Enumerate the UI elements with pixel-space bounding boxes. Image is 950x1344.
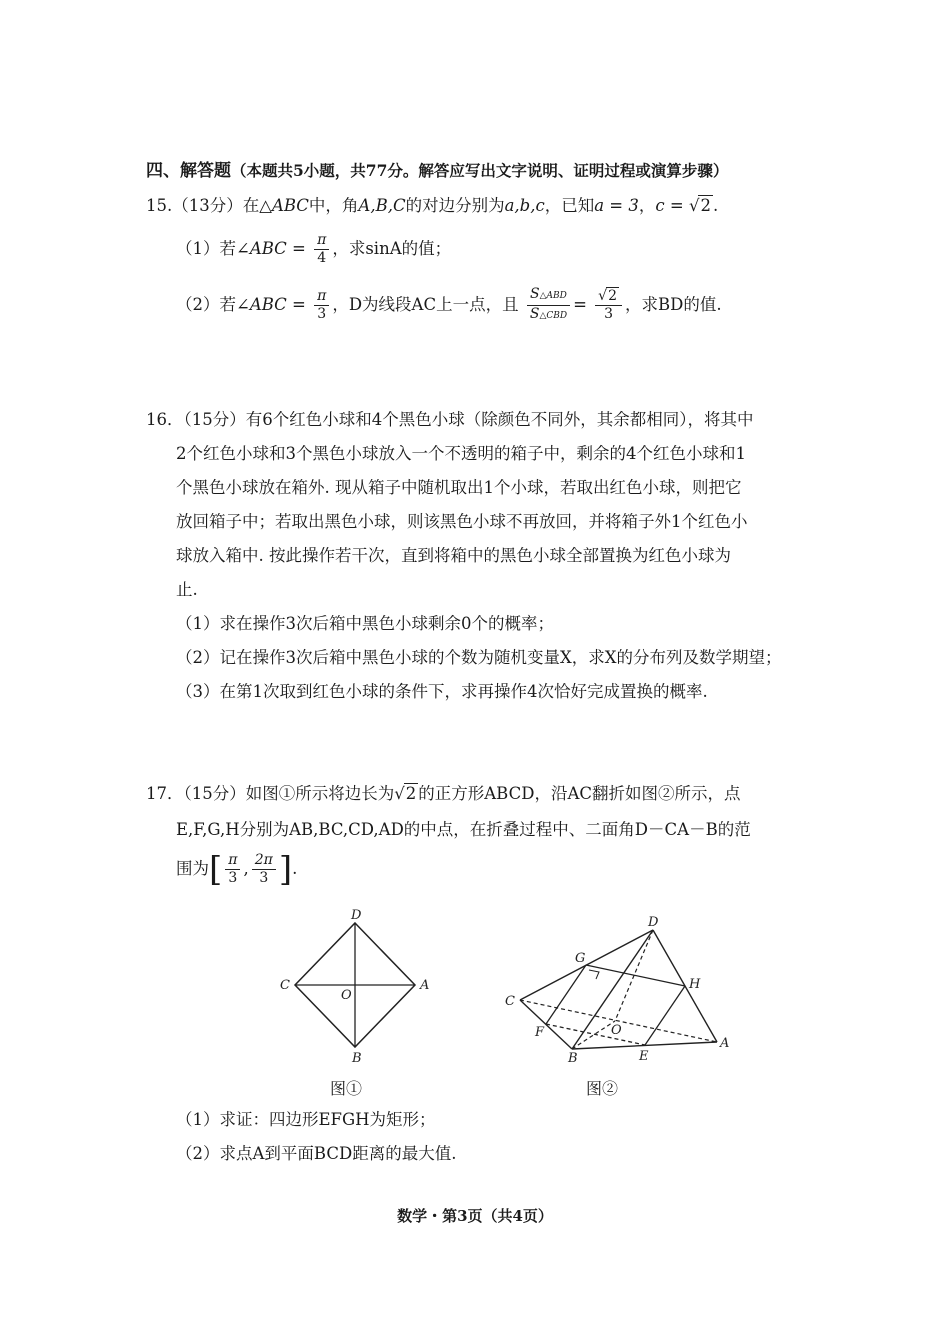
area-subscript: △ABD [539,291,567,301]
label-G: G [575,951,586,966]
comma: , [243,859,249,878]
q15-part1-tail: ，求sinA的值； [332,239,452,258]
q16-line: 个黑色小球放在箱外. 现从箱子中随机取出1个小球，若取出红色小球，则把它 [176,478,742,497]
q16-part1: （1）求在操作3次后箱中黑色小球剩余0个的概率； [176,614,554,633]
fraction-den [527,306,570,325]
q15-text: ，已知 [544,196,595,215]
label-C: C [280,978,290,993]
q17-text: 的正方形ABCD，沿AC翻折如图②所示，点 [418,784,741,803]
q15-angles: A,B,C [358,196,406,215]
fraction-num: √2 [595,288,622,306]
q15-sides: a,b,c [504,196,545,215]
page-footer: 数学・第3页（共4页） [397,1207,553,1225]
q15-part1 [176,232,451,267]
q16-line: 2个红色小球和3个黑色小球放入一个不透明的箱子中，剩余的4个红色小球和1 [176,444,746,463]
q15-stem [146,194,718,218]
q15-score: （13分） [172,196,243,215]
fraction-den: 3 [259,870,269,886]
fraction [314,288,329,323]
figure-1-square [270,905,440,1070]
q17-line1 [146,782,741,806]
fraction [252,852,276,887]
label-D: D [648,915,659,930]
label-C: C [505,994,515,1009]
segment-gf [546,965,586,1024]
q17-line3 [176,849,298,890]
figure-2-caption: 图② [586,1079,619,1098]
section-title [146,156,728,181]
fraction [595,288,622,323]
section-heading: 四、解答题 [146,161,231,181]
segment-fe [546,1024,645,1045]
fraction-den: 4 [317,250,327,266]
q17-text: . [292,859,298,878]
q15-part1-angle: ∠ABC = [236,239,306,258]
q17-part2: （2）求点A到平面BCD距离的最大值. [176,1144,457,1163]
q15-part1-label: （1）若 [176,239,236,258]
q15-triangle: △ABC [259,196,309,215]
q16-line: 16．（15分）有6个红色小球和4个黑色小球（除颜色不同外，其余都相同），将其中 [146,410,754,429]
radicand: 2 [700,196,711,215]
q17-text: 17．（15分）如图①所示将边长为 [146,784,395,803]
sqrt-expression: √2 [394,784,417,803]
q16-line: 放回箱子中；若取出黑色小球，则该黑色小球不再放回，并将箱子外1个红色小 [176,512,748,531]
q16-line: 球放入箱中. 按此操作若干次，直到将箱中的黑色小球全部置换为红色小球为 [176,546,731,565]
fraction-num: π [314,288,329,306]
label-O: O [341,988,352,1003]
area-subscript: △CBD [539,311,568,321]
fraction-den: 3 [604,306,614,322]
fraction-num: π [225,852,240,870]
segment-gh [586,965,685,986]
q15-part2 [176,286,722,325]
q15-text: 在 [242,196,260,215]
fraction [225,852,240,887]
right-angle-mark [589,970,599,979]
bracket-left: [ [209,849,223,890]
q15-text: 的对边分别为 [405,196,505,215]
q15-part2-mid: ，D为线段AC上一点，且 [332,295,519,314]
label-A: A [420,978,430,993]
fraction-den: 3 [228,870,238,886]
label-F: F [535,1025,545,1040]
label-D: D [351,908,362,923]
area-ratio-fraction [527,286,570,325]
label-B: B [352,1051,362,1066]
q15-text: . [712,196,719,215]
segment-he [645,986,685,1045]
q15-given-a: a = 3 [594,196,639,215]
figure-2-folded [495,910,735,1070]
sqrt-expression: √2 [688,196,711,215]
q15-number: 15. [146,196,173,215]
label-H: H [689,977,701,992]
figure-1-caption: 图① [330,1079,363,1098]
q15-part2-label: （2）若 [176,295,236,314]
q16-part2: （2）记在操作3次后箱中黑色小球的个数为随机变量X，求X的分布列及数学期望； [176,648,782,667]
area-symbol: S [529,306,540,322]
label-A: A [720,1036,730,1051]
label-E: E [639,1049,649,1064]
segment-do-hidden [615,930,653,1021]
q15-part2-angle: ∠ABC = [236,295,306,314]
q17-line2: E,F,G,H分别为AB,BC,CD,AD的中点，在折叠过程中、二面角D－CA－B的范 [176,820,751,839]
radicand: 2 [608,288,618,304]
label-O: O [611,1023,622,1038]
equals-sign: = [573,295,587,314]
q16-line: 止. [176,580,198,599]
label-B: B [568,1051,578,1066]
q15-part2-tail: ，求BD的值. [625,295,722,314]
q17-text: 围为 [176,859,209,878]
fraction-num [527,286,570,306]
fraction-num: π [314,232,329,250]
q16-part3: （3）在第1次取到红色小球的条件下，求再操作4次恰好完成置换的概率. [176,682,708,701]
radicand: 2 [405,784,417,803]
q15-given-c: c = [655,196,684,215]
q15-text: 中，角 [308,196,359,215]
q17-part1: （1）求证：四边形EFGH为矩形； [176,1110,436,1129]
fraction-num: 2π [252,852,276,870]
fraction [314,232,329,267]
segment-bo-hidden [572,1021,615,1049]
bracket-right: ] [278,849,293,890]
fraction-den: 3 [317,306,327,322]
area-symbol: S [530,286,540,302]
section-note: （本题共5小题，共77分。解答应写出文字说明、证明过程或演算步骤） [231,161,729,180]
q15-text: ， [638,196,656,215]
